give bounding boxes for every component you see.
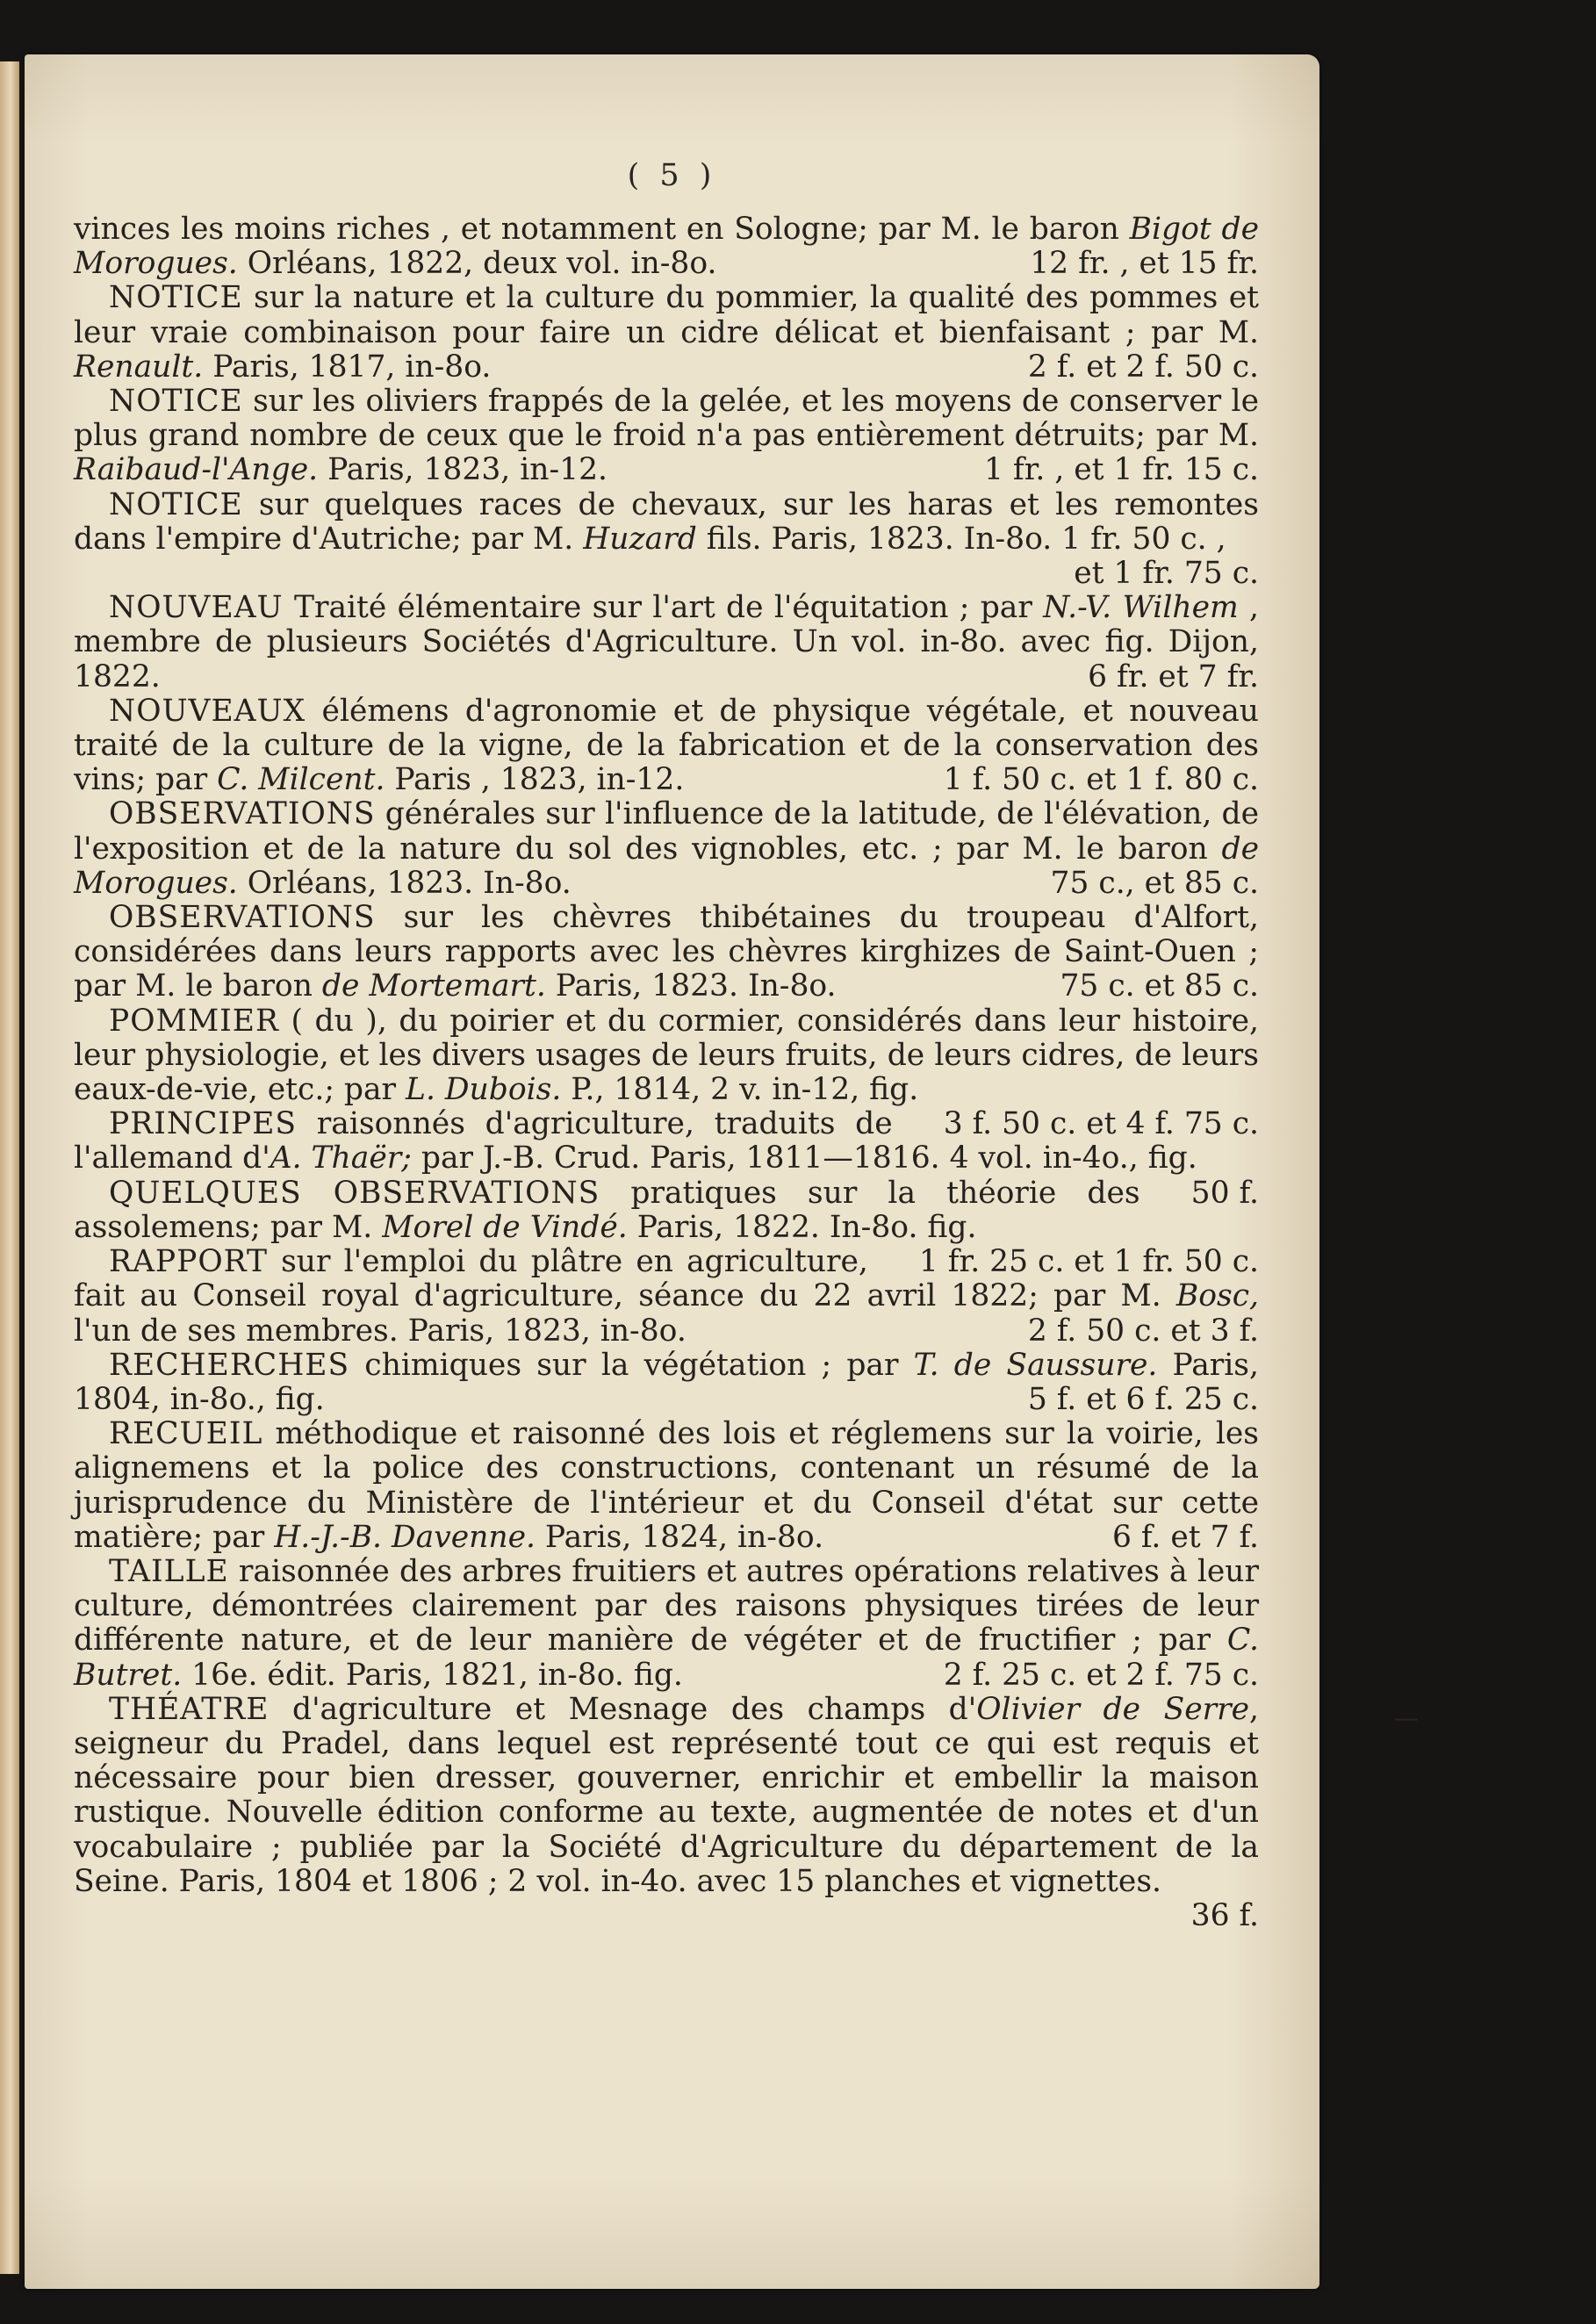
entry-price: 1 fr. 25 c. et 1 fr. 50 c. <box>918 1244 1259 1280</box>
entry-author: T. de Saussure. <box>913 1347 1158 1383</box>
entry-author: A. Thaër; <box>270 1140 412 1176</box>
entry-price: 75 c., et 85 c. <box>1050 865 1259 901</box>
catalogue-entry <box>74 1691 1259 1933</box>
entry-text: générales sur l'influence de la latitude, de l'élévation, de l'exposition et de la nature du sol des vignobles, etc. ; par M. le baron <box>74 796 1259 867</box>
entry-text: chimiques sur la végétation ; par <box>349 1347 914 1383</box>
catalogue-entry <box>74 281 1259 385</box>
entry-title: OBSERVATIONS <box>109 796 376 832</box>
entry-title: NOTICE <box>109 486 243 522</box>
entry-author: Huzard <box>583 521 697 557</box>
entry-price: 12 fr. , et 15 fr. <box>1030 246 1259 282</box>
catalogue-entry <box>74 797 1259 901</box>
entry-title: NOUVEAUX <box>109 693 306 729</box>
catalogue-text <box>74 212 1259 1933</box>
entry-author: C. Milcent. <box>217 762 385 798</box>
entry-text: pratiques sur la théorie des assolemens; par M. <box>74 1175 1140 1245</box>
catalogue-entry <box>74 1555 1259 1693</box>
entry-title: PRINCIPES <box>109 1106 298 1142</box>
entry-price: 2 f. 25 c. et 2 f. 75 c. <box>943 1657 1259 1693</box>
entry-author: Raibaud-l'Ange. <box>74 452 319 488</box>
entry-text: sur quelques races de chevaux, sur les haras et les remontes dans l'empire d'Autriche; par M. <box>74 486 1259 557</box>
entry-text: sur les oliviers frappés de la gelée, et les moyens de conserver le plus grand nombre de ceux que le froid n'a pas entièrement détruits; par M. <box>74 384 1259 454</box>
entry-text-end: , seigneur du Pradel, dans lequel est représenté tout ce qui est requis et nécessaire pour bien dresser, gouverner, enrichir et embellir la maison rustique. Nouvelle édition conforme au texte, augmentée de notes et d'un vocabulaire ; publiée par la Société d'Agriculture du département de la Seine. Paris, 1804 et 1806 ; 2 vol. in-4o. avec 15 planches et vignettes. <box>74 1691 1259 1899</box>
entry-title: RAPPORT <box>109 1244 268 1280</box>
entry-text-end: 16e. édit. Paris, 1821, in-8o. fig. <box>182 1657 683 1693</box>
catalogue-entry <box>74 488 1259 592</box>
entry-text-end: Orléans, 1823. In-8o. <box>237 865 572 901</box>
entry-title: RECHERCHES <box>109 1347 350 1383</box>
entry-title: NOTICE <box>109 280 243 316</box>
entry-title: RECUEIL <box>109 1416 263 1452</box>
entry-author: C. Butret. <box>74 1622 1259 1693</box>
entry-author: Bigot de Morogues. <box>74 212 1260 282</box>
entry-author: Olivier de Serre <box>976 1691 1250 1727</box>
entry-author: de Morogues. <box>74 831 1259 901</box>
entry-text-end: , membre de plusieurs Sociétés d'Agriculture. Un vol. in-8o. avec fig. Dijon, 1822. <box>74 590 1260 694</box>
entry-text: raisonnés d'agriculture, traduits de l'allemand d' <box>74 1106 893 1176</box>
entry-text-end: Paris , 1823, in-12. <box>385 762 685 798</box>
entry-author: Renault. <box>74 349 204 385</box>
catalogue-entry <box>74 1417 1259 1555</box>
entry-text-end: Paris, 1823, in-12. <box>318 452 607 488</box>
entry-text: Traité élémentaire sur l'art de l'équitation ; par <box>283 590 1044 626</box>
entry-text: sur l'emploi du plâtre en agriculture, fait au Conseil royal d'agriculture, séance du 22 avril 1822; par M. <box>74 1244 1176 1314</box>
entry-text-end: Paris, 1817, in-8o. <box>203 349 492 385</box>
entry-text-end: Paris, 1824, in-8o. <box>535 1519 824 1555</box>
entry-price: 1 fr. , et 1 fr. 15 c. <box>984 452 1259 488</box>
catalogue-entry <box>74 212 1259 281</box>
entry-price: 5 f. et 6 f. 25 c. <box>1027 1381 1259 1417</box>
entry-text: sur les chèvres thibétaines du troupeau d'Alfort, considérées dans leurs rapports avec les chèvres kirghizes de Saint-Ouen ; par M. le baron <box>74 900 1259 1004</box>
entry-title: OBSERVATIONS <box>109 900 376 936</box>
catalogue-entry <box>74 591 1259 694</box>
book-page <box>25 54 1319 2289</box>
entry-text-end: P., 1814, 2 v. in-12, fig. <box>561 1072 919 1108</box>
entry-price: 6 fr. et 7 fr. <box>1088 658 1259 694</box>
entry-author: Morel de Vindé. <box>382 1209 628 1245</box>
entry-text-end: Orléans, 1822, deux vol. in-8o. <box>237 246 717 282</box>
entry-text: raisonnée des arbres fruitiers et autres opérations relatives à leur culture, démontrées clairement par des raisons physiques tirées de leur différente nature, et de leur manière de végéter et de fructifier ; par <box>74 1553 1259 1658</box>
page-number: ( 5 ) <box>627 158 717 193</box>
entry-title: TAILLE <box>109 1553 229 1589</box>
catalogue-entry <box>74 1349 1259 1417</box>
entry-price: 1 f. 50 c. et 1 f. 80 c. <box>943 762 1259 798</box>
entry-price: et 1 fr. 75 c. <box>1074 556 1259 592</box>
entry-price: 2 f. et 2 f. 50 c. <box>1027 349 1259 385</box>
entry-text-end: Paris, 1804, in-8o., fig. <box>74 1347 1259 1417</box>
margin-dash-mark: — <box>1394 1703 1419 1732</box>
entry-author: N.-V. Wilhem <box>1043 590 1239 626</box>
entry-author: Bosc, <box>1175 1278 1259 1314</box>
entry-price: 2 f. 50 c. et 3 f. <box>1027 1313 1259 1349</box>
entry-text: sur la nature et la culture du pommier, la qualité des pommes et leur vraie combinaison pour faire un cidre délicat et bienfaisant ; par M. <box>74 280 1259 350</box>
entry-title: QUELQUES OBSERVATIONS <box>109 1175 600 1211</box>
previous-page-edge <box>0 61 19 2274</box>
entry-text: élémens d'agronomie et de physique végétale, et nouveau traité de la culture de la vigne, de la fabrication et de la conservation des vins; par <box>74 693 1259 798</box>
entry-author: de Mortemart. <box>321 968 546 1004</box>
entry-text-end: fils. Paris, 1823. In-8o. 1 fr. 50 c. , <box>696 521 1226 557</box>
entry-title: NOUVEAU <box>109 590 284 626</box>
entry-text: ( du ), du poirier et du cormier, considérés dans leur histoire, leur physiologie, et les divers usages de leurs fruits, de leurs cidres, de leurs eaux-de-vie, etc.; par <box>74 1003 1259 1108</box>
entry-author: H.-J.-B. Davenne. <box>274 1519 536 1555</box>
entry-price: 3 f. 50 c. et 4 f. 75 c. <box>943 1106 1259 1142</box>
entry-price: 50 f. <box>1190 1175 1259 1211</box>
entry-text: méthodique et raisonné des lois et réglemens sur la voirie, les alignemens et la police des constructions, contenant un résumé de la jurisprudence du Ministère de l'intérieur et du Conseil d'état sur cette matière; par <box>74 1416 1259 1555</box>
entry-text-end: Paris, 1822. In-8o. fig. <box>627 1209 977 1245</box>
entry-author: L. Dubois. <box>406 1072 562 1108</box>
entry-text-end: Paris, 1823. In-8o. <box>545 968 837 1004</box>
catalogue-entry <box>74 694 1259 798</box>
entry-title: POMMIER <box>109 1003 279 1039</box>
entry-title: THÉATRE <box>109 1691 270 1727</box>
catalogue-entry <box>74 385 1259 488</box>
catalogue-entry <box>74 901 1259 1004</box>
entry-title: NOTICE <box>109 384 243 420</box>
entry-text-end: par J.-B. Crud. Paris, 1811—1816. 4 vol. in-4o., fig. <box>411 1140 1197 1176</box>
entry-text-end: l'un de ses membres. Paris, 1823, in-8o. <box>74 1313 687 1349</box>
entry-text: d'agriculture et Mesnage des champs d' <box>269 1691 977 1727</box>
entry-price: 75 c. et 85 c. <box>1060 968 1259 1004</box>
entry-text: vinces les moins riches , et notamment en Sologne; par M. le baron <box>74 212 1130 247</box>
entry-price: 6 f. et 7 f. <box>1111 1519 1259 1555</box>
entry-price: 36 f. <box>1190 1897 1259 1933</box>
